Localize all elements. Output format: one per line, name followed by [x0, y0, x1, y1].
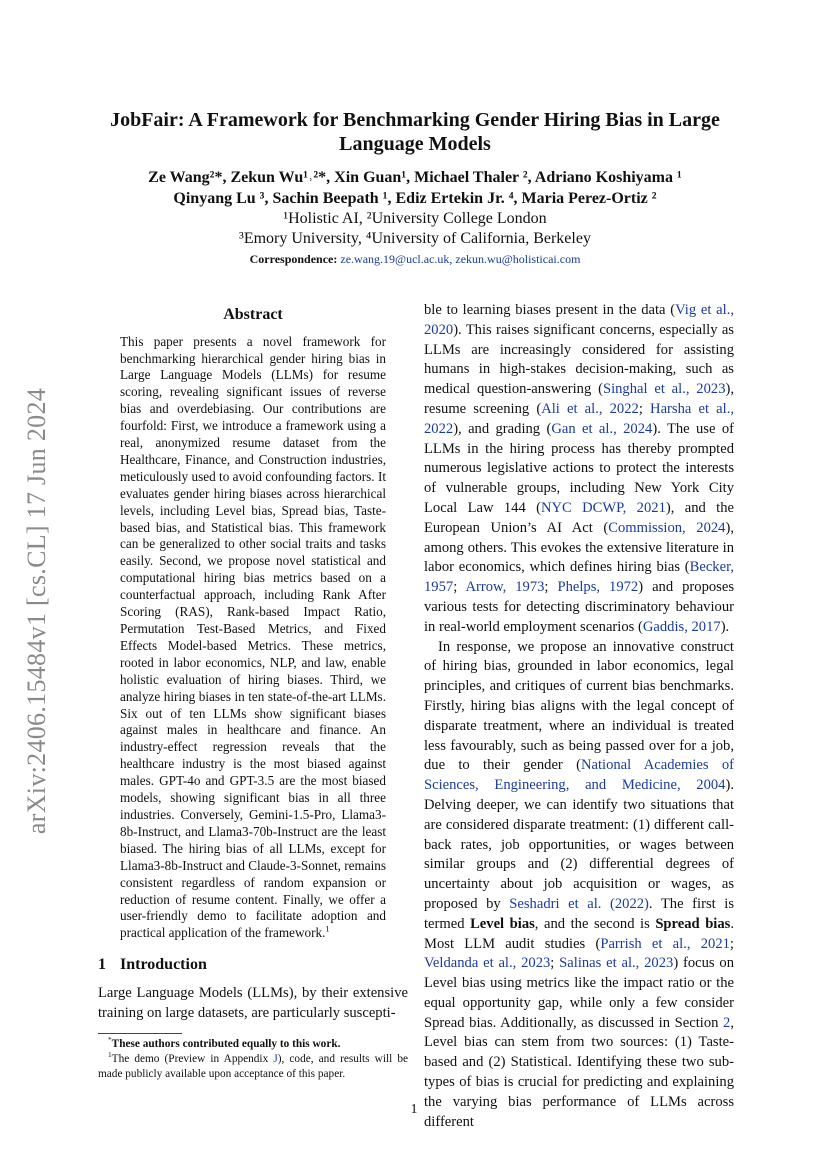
citation-gan[interactable]: Gan et al., 2024 [551, 420, 653, 437]
text: ) focus on Level bias using metrics like the impact ratio or the equal opportunity gap, while only a few consider Spread bias. Additionally, as discussed in Section [424, 955, 734, 1031]
footnote-equal-contribution [98, 1037, 408, 1052]
text: ), and grading ( [453, 420, 552, 437]
text: . The first is termed [424, 895, 734, 932]
footnote-mark-star: * [108, 1035, 112, 1045]
citation-vig[interactable]: Vig et al., 2020 [424, 302, 734, 338]
text: ). Delving deeper, we can identify two situations that are considered disparate treatment: (1) different call-back rates, job opportunities, or wages between similar groups and (2) differential degrees of uncertainty about job acquisition or wages, as proposed by [424, 777, 734, 912]
footnote-equal-text: These authors contributed equally to this work. [111, 1038, 341, 1051]
intro-paragraph-2: In response, we propose an innovative construct of hiring bias, grounded in labor economics, legal principles, and critiques of current bias benchmarks. Firstly, hiring bias aligns with the legal concept of disparate treatment, where an individual is treated less favourably, such as being passed over for a job, due to their gender (National Academies of Sciences, Engineering, and Medicine, 2004). Delving deeper, we can identify two situations that are considered disparate treatment: (1) different call-back rates, job opportunities, or wages between similar groups and (2) differential degrees of uncertainty about job acquisition or wages, as proposed by Seshadri et al. (2022). The first is termed Level bias, and the second is Spread bias. Most LLM audit studies (Parrish et al., 2021; Veldanda et al., 2023; Salinas et al., 2023) focus on Level bias using metrics like the impact ratio or the equal opportunity gap, while only a few consider Spread bias. Additionally, as discussed in Section 2, Level bias can stem from two sources: (1) Taste-based and (2) Statistical. Identifying these two sub-types of bias is crucial for predicting and explaining the varying bias performance of LLMs across different [424, 638, 734, 1130]
text: ), resume screening ( [424, 381, 735, 417]
text: , Level bias can stem from two sources: (1) Taste-based and (2) Statistical. Identifying these two sub-types of bias is crucial for predicting and explaining the varying bias performance of LLMs across different [424, 1014, 734, 1130]
correspondence [98, 251, 732, 268]
paper-title: JobFair: A Framework for Benchmarking Gender Hiring Bias in Large Language Models [110, 109, 720, 155]
footnote-demo-text-b: ), code, and results will be made publicly available upon acceptance of this paper. [98, 1053, 409, 1080]
affiliations-line-2: ³Emory University, ⁴University of California, Berkeley [239, 230, 591, 247]
section-title: Introduction [120, 956, 207, 974]
footnote-divider [98, 1033, 182, 1034]
citation-phelps[interactable]: Phelps, 1972 [557, 579, 639, 596]
citation-national-academies[interactable]: National Academies of Sciences, Engineering, and Medicine, 2004 [424, 757, 734, 794]
footnote-demo-text-a: The demo (Preview in Appendix [111, 1053, 274, 1065]
citation-nyc[interactable]: NYC DCWP, 2021 [540, 499, 666, 516]
text: In response, we propose an innovative construct of hiring bias, grounded in labor economics, legal principles, and critiques of current bias benchmarks. Firstly, hiring bias aligns with the legal concept of disparate treatment, where an individual is treated less favourably, such as being passed over for a job, due to their gender ( [424, 638, 734, 774]
citation-seshadri[interactable]: Seshadri et al. (2022) [509, 895, 649, 912]
footnote-mark-1: 1 [108, 1050, 112, 1060]
text: ). This raises significant concerns, especially as LLMs are increasingly considered for assisting humans in high-stakes decision-making, such as medical question-answering ( [424, 321, 734, 398]
term-level-bias: Level bias [470, 915, 535, 932]
page-number: 1 [410, 1102, 418, 1117]
footnote-demo [98, 1052, 408, 1081]
citation-parrish[interactable]: Parrish et al., 2021 [600, 935, 730, 952]
citation-arrow[interactable]: Arrow, 1973 [465, 579, 545, 596]
citation-veldanda[interactable]: Veldanda et al., 2023 [424, 955, 551, 972]
citation-harsha[interactable]: Harsha et al., 2022 [424, 400, 734, 437]
citation-becker[interactable]: Becker, 1957 [424, 559, 734, 596]
affiliations-line-1: ¹Holistic AI, ²University College London [283, 210, 547, 227]
citation-gaddis[interactable]: Gaddis, 2017 [642, 618, 721, 635]
text: ). The use of LLMs in the hiring process has thereby prompted numerous legislative actions to protect the interests of vulnerable groups, including New York City Local Law 144 ( [424, 420, 734, 516]
text: . Most LLM audit studies ( [424, 915, 734, 952]
text: ), and the European Union’s AI Act ( [424, 499, 734, 536]
term-spread-bias: Spread bias [655, 915, 731, 932]
abstract-footnote-mark: 1 [325, 923, 330, 934]
text: ), among others. This evokes the extensive literature in labor economics, which defines hiring bias ( [424, 519, 734, 576]
intro-paragraph-1-continued: ble to learning biases present in the data (Vig et al., 2020). This raises significant concerns, especially as LLMs are increasingly considered for assisting humans in high-stakes decision-making, such as medical question-answering (Singhal et al., 2023), resume screening (Ali et al., 2022; Harsha et al., 2022), and grading (Gan et al., 2024). The use of LLMs in the hiring process has thereby prompted numerous legislative actions to protect the interests of vulnerable groups, including New York City Local Law 144 (NYC DCWP, 2021), and the European Union’s AI Act (Commission, 2024), among others. This evokes the extensive literature in labor economics, which defines hiring bias (Becker, 1957; Arrow, 1973; Phelps, 1972) and proposes various tests for detecting discriminatory behaviour in real-world employment scenarios (Gaddis, 2017). [424, 302, 735, 635]
abstract-body: This paper presents a novel framework for benchmarking hierarchical gender hiring bias in Large Language Models (LLMs) for resume scoring, revealing significant issues of reverse bias and overdebiasing. Our contributions are fourfold: First, we introduce a framework using a real, anonymized resume dataset from the Healthcare, Finance, and Construction industries, meticulously used to avoid confounding factors. It evaluates gender hiring biases across hierarchical levels, including Level bias, Spread bias, Taste-based bias, and Statistical bias. This framework can be generalized to other social traits and tasks easily. Second, we propose novel statistical and computational hiring bias metrics based on a counterfactual approach, including Rank After Scoring (RAS), Rank-based Impact Ratio, Permutation Test-Based Metrics, and Fixed Effects Model-based Metrics. These metrics, rooted in labor economics, NLP, and law, enable holistic evaluation of hiring biases. Third, we analyze hiring biases in ten state-of-the-art LLMs. Six out of ten LLMs show significant biases against males in healthcare and finance. An industry-effect regression reveals that the healthcare industry is the most biased against males. GPT-4o and GPT-3.5 are the most biased models, showing significant bias in all three industries. Conversely, Gemini-1.5-Pro, Llama3-8b-Instruct, and Llama3-70b-Instruct are the least biased. The hiring bias of all LLMs, except for Llama3-8b-Instruct and Claude-3-Sonnet, remains consistent regardless of random expansion or reduction of resume content. Finally, we offer a user-friendly demo to facilitate adoption and practical application of the framework. [120, 333, 386, 941]
authors-line-2: Qinyang Lu ³, Sachin Beepath ¹, Ediz Ertekin Jr. ⁴, Maria Perez-Ortiz ² [173, 190, 657, 207]
correspondence-emails[interactable]: ze.wang.19@ucl.ac.uk, zekun.wu@holisticai.com [340, 252, 581, 266]
section-heading-introduction [98, 956, 408, 975]
abstract-heading: Abstract [223, 306, 283, 323]
section-number: 1 [98, 956, 106, 974]
right-column [424, 301, 734, 1132]
text: ). [720, 618, 730, 635]
text: , and the second is [534, 915, 656, 932]
arxiv-sidebar-stamp [10, 373, 64, 849]
text: ble to learning biases present in the data ( [424, 302, 676, 318]
authors-line-1: Ze Wang²*, Zekun Wu¹˒²*, Xin Guan¹, Michael Thaler ², Adriano Koshiyama ¹ [148, 169, 682, 186]
citation-singhal[interactable]: Singhal et al., 2023 [602, 381, 726, 398]
citation-ali[interactable]: Ali et al., 2022 [541, 400, 639, 417]
appendix-link[interactable]: J [273, 1053, 278, 1065]
left-column [98, 306, 408, 1081]
citation-salinas[interactable]: Salinas et al., 2023 [559, 955, 674, 972]
paper-header [98, 108, 732, 268]
section-reference[interactable]: 2 [723, 1014, 731, 1031]
intro-paragraph-start: Large Language Models (LLMs), by their extensive training on large datasets, are particularly suscepti- [98, 984, 408, 1021]
citation-commission[interactable]: Commission, 2024 [608, 519, 726, 536]
correspondence-label: Correspondence: [249, 252, 338, 266]
text: ) and proposes various tests for detecting discriminatory behaviour in real-world employment scenarios ( [424, 579, 735, 635]
abstract-text [98, 334, 408, 943]
arxiv-identifier: arXiv:2406.15484v1 [cs.CL] 17 Jun 2024 [22, 387, 51, 835]
